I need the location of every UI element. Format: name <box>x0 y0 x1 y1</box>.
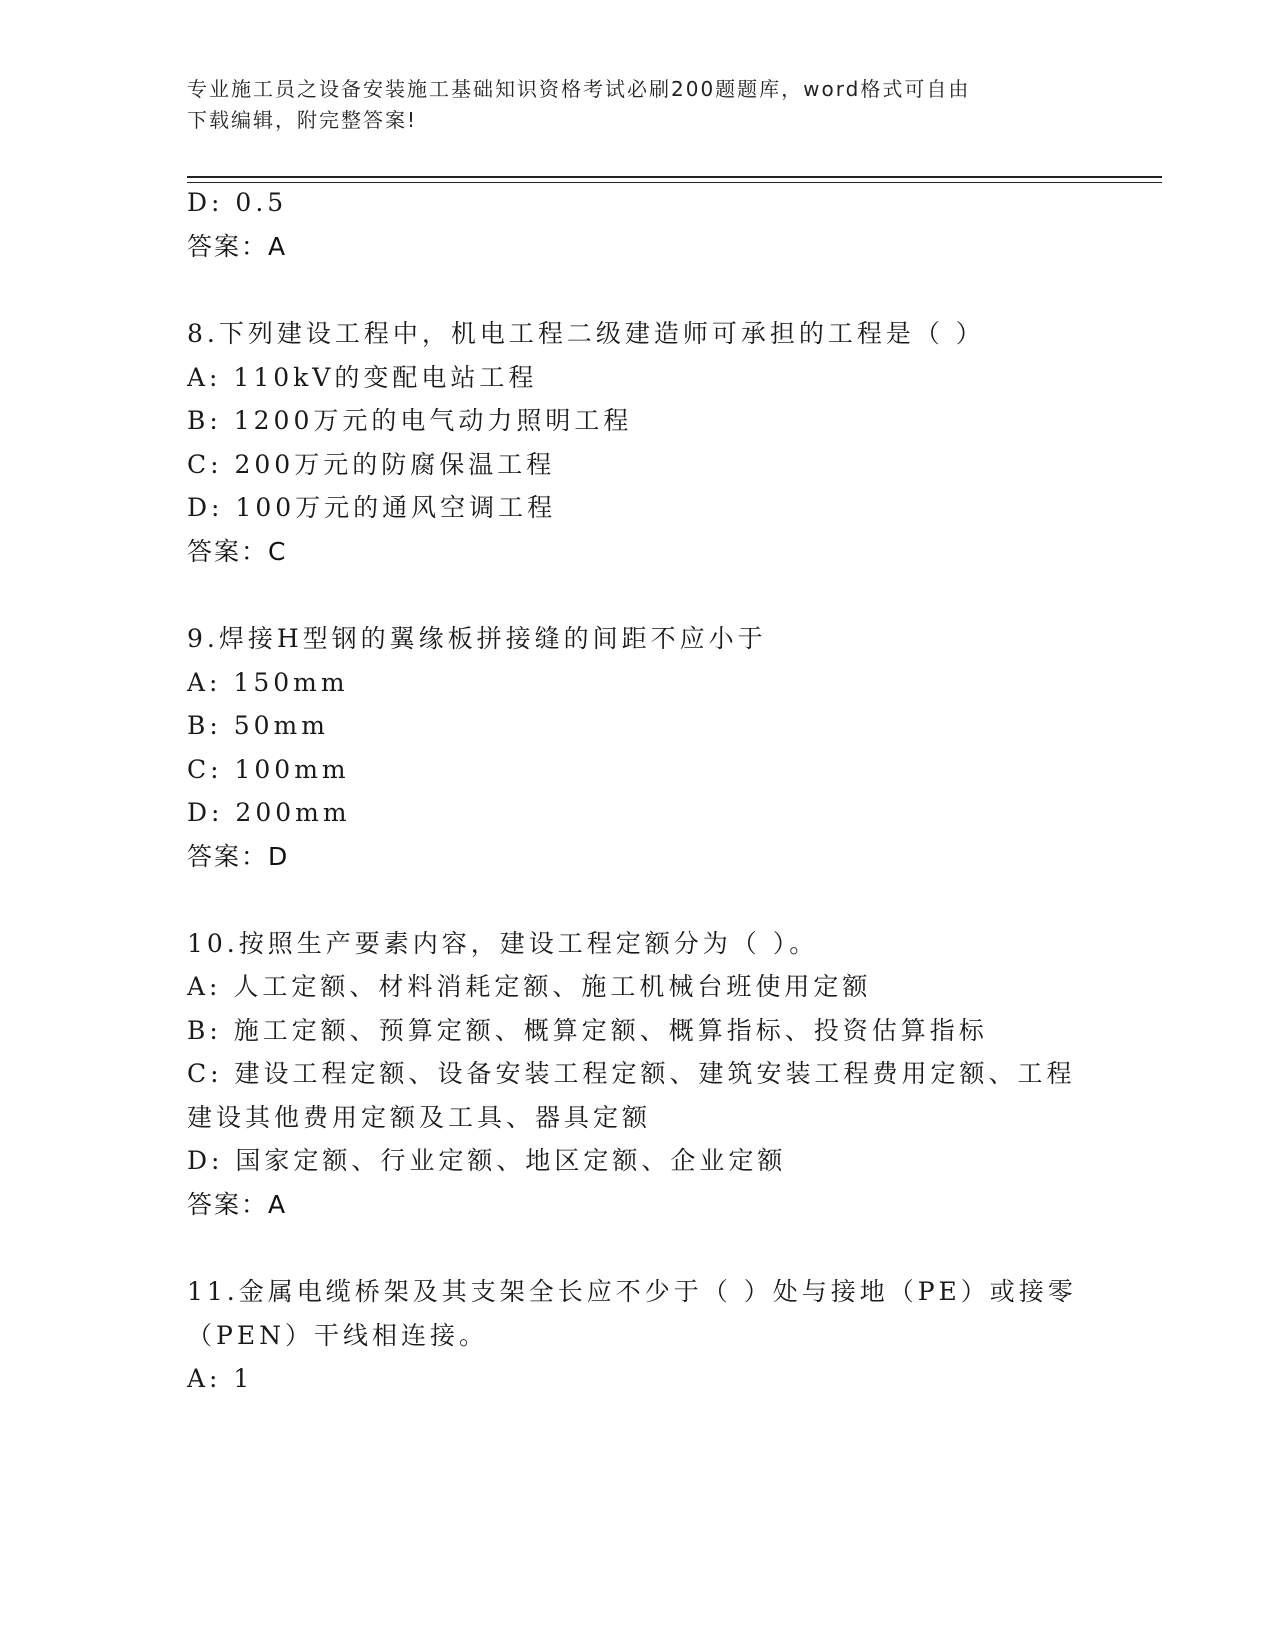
q9-option-b: B: 50mm <box>187 711 329 740</box>
q8-option-d: D: 100万元的通风空调工程 <box>187 493 557 522</box>
header-line-2: 下载编辑，附完整答案! <box>187 108 418 132</box>
q10-stem: 10.按照生产要素内容，建设工程定额分为（ ）。 <box>187 929 819 958</box>
q11-stem: 11.金属电缆桥架及其支架全长应不少于（ ）处与接地（PE）或接零 <box>187 1277 1077 1306</box>
q10-option-c-continued: 建设其他费用定额及工具、器具定额 <box>187 1103 652 1132</box>
header-rule-thin <box>187 182 1162 183</box>
q8-option-a: A: 110kV的变配电站工程 <box>187 363 538 392</box>
q8-option-b: B: 1200万元的电气动力照明工程 <box>187 406 633 435</box>
q11-option-a: A: 1 <box>187 1364 254 1393</box>
q9-answer: 答案：D <box>187 842 290 871</box>
q8-stem: 8.下列建设工程中，机电工程二级建造师可承担的工程是（ ） <box>187 319 985 348</box>
q9-option-d: D: 200mm <box>187 798 351 827</box>
header-line-1: 专业施工员之设备安装施工基础知识资格考试必刷200题题库，word格式可自由 <box>187 77 971 101</box>
header-rule-thick <box>187 176 1162 178</box>
q10-answer: 答案：A <box>187 1190 288 1219</box>
q10-option-a: A: 人工定额、材料消耗定额、施工机械台班使用定额 <box>187 972 872 1001</box>
q11-stem-continued: （PEN）干线相连接。 <box>187 1321 488 1350</box>
q10-option-d: D: 国家定额、行业定额、地区定额、企业定额 <box>187 1146 787 1175</box>
q10-option-c: C: 建设工程定额、设备安装工程定额、建筑安装工程费用定额、工程 <box>187 1059 1076 1088</box>
q8-option-c: C: 200万元的防腐保温工程 <box>187 450 556 479</box>
q9-option-a: A: 150mm <box>187 668 349 697</box>
prev-option-d: D: 0.5 <box>187 188 288 217</box>
q9-option-c: C: 100mm <box>187 755 350 784</box>
q8-answer: 答案：C <box>187 537 288 566</box>
q10-option-b: B: 施工定额、预算定额、概算定额、概算指标、投资估算指标 <box>187 1016 988 1045</box>
document-header <box>187 74 1087 136</box>
prev-answer: 答案：A <box>187 232 288 261</box>
q9-stem: 9.焊接H型钢的翼缘板拼接缝的间距不应小于 <box>187 624 767 653</box>
